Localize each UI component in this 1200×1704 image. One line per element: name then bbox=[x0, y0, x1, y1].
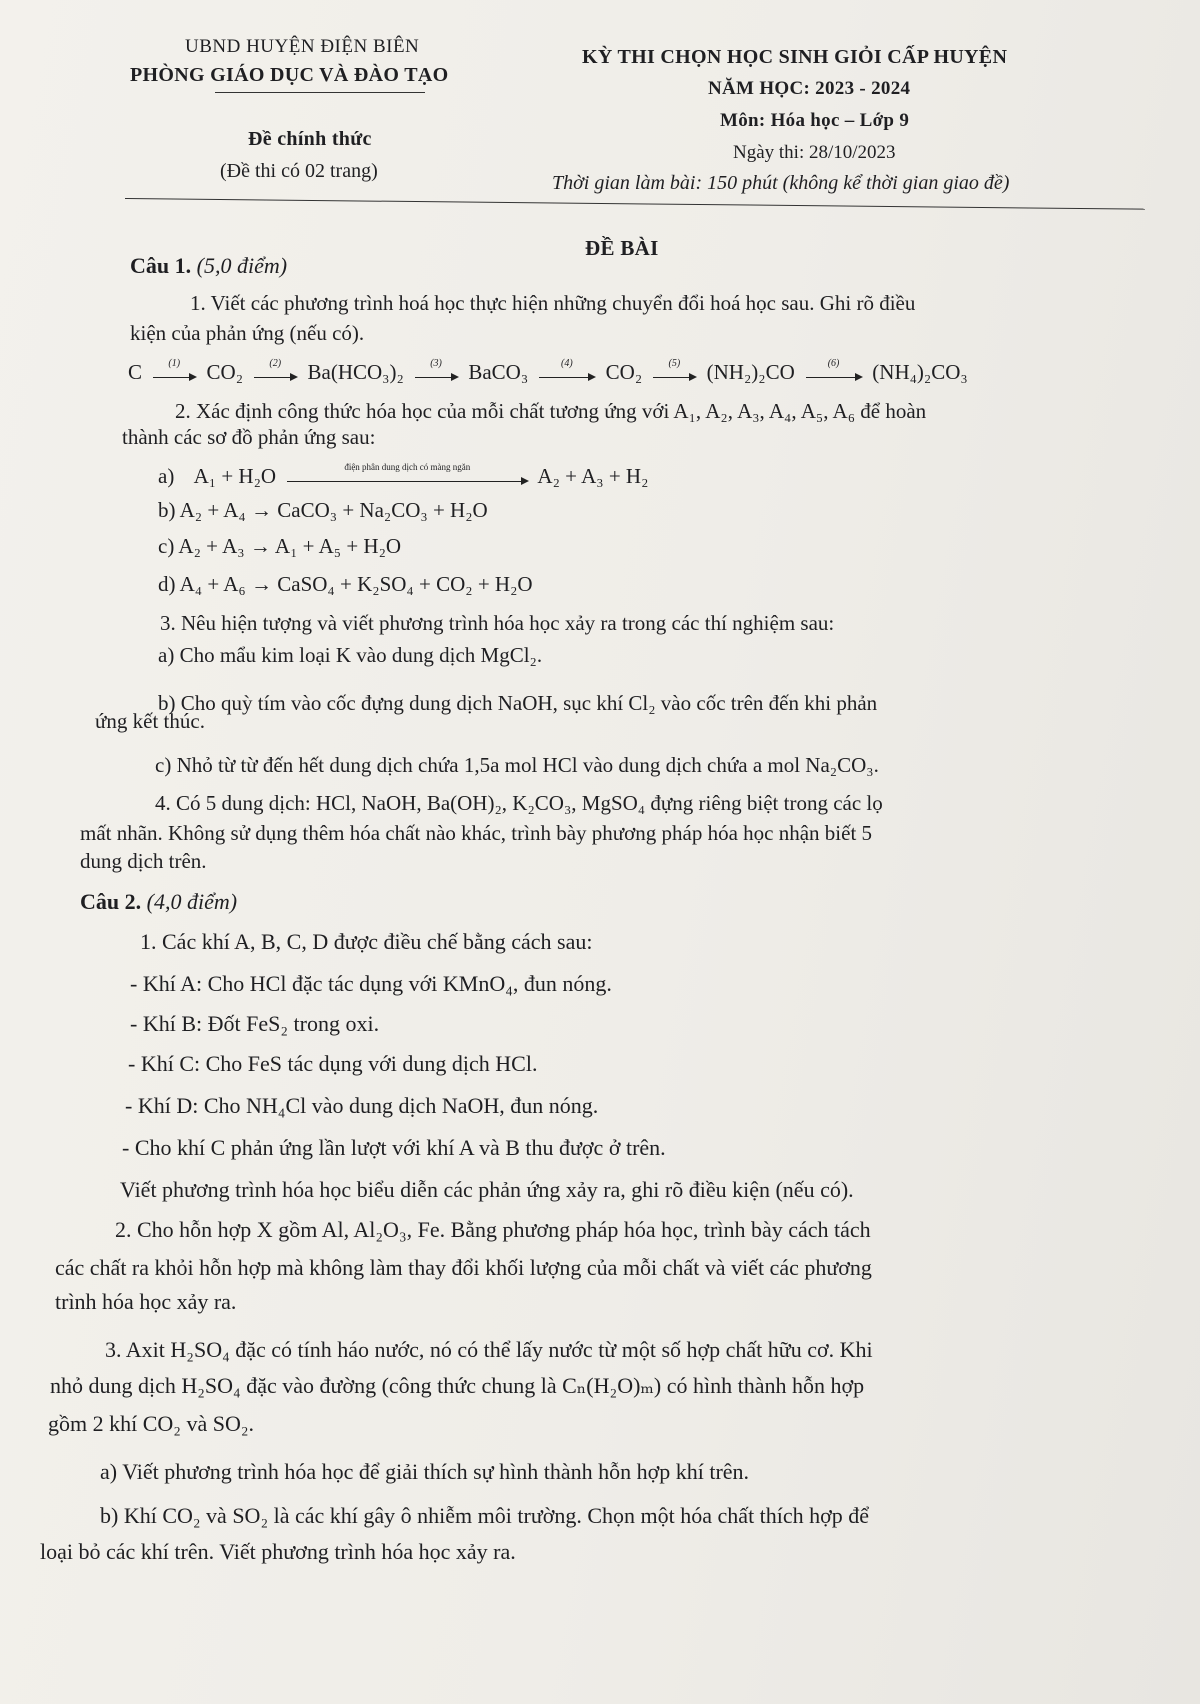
chain-arrow-6: (6) bbox=[806, 371, 861, 378]
q2-heading bbox=[80, 888, 237, 916]
reaction-a-right: A₂ + A₃ + H₂ bbox=[537, 464, 649, 488]
q1-part3-c: c) Nhỏ từ từ đến hết dung dịch chứa 1,5a mol HCl vào dung dịch chứa a mol Na₂CO₃. bbox=[155, 753, 879, 777]
q2-gas-c: - Khí C: Cho FeS tác dụng với dung dịch HCl. bbox=[128, 1051, 538, 1076]
chain-c2: Ba(HCO₃)₂ bbox=[307, 360, 404, 384]
school-year: NĂM HỌC: 2023 - 2024 bbox=[708, 78, 911, 99]
q2-part2-line2: các chất ra khỏi hỗn hợp mà không làm thay đổi khối lượng của mỗi chất và viết các phương bbox=[55, 1255, 872, 1280]
q1-part4-line2: mất nhãn. Không sử dụng thêm hóa chất nào khác, trình bày phương pháp hóa học nhận biết 5 bbox=[80, 821, 873, 845]
chain-c4: CO₂ bbox=[605, 360, 643, 384]
exam-duration: Thời gian làm bài: 150 phút (không kể thời gian giao đề) bbox=[552, 172, 1010, 194]
q2-part2-line3: trình hóa học xảy ra. bbox=[55, 1289, 237, 1314]
q1-part2-line1: 2. Xác định công thức hóa học của mỗi chất tương ứng với A₁, A₂, A₃, A₄, A₅, A₆ để hoàn bbox=[175, 399, 927, 423]
reaction-d: d) A₄ + A₆ → CaSO₄ + K₂SO₄ + CO₂ + H₂O bbox=[158, 572, 533, 596]
header-left-underline bbox=[215, 92, 425, 93]
q2-part3-b-line1: b) Khí CO₂ và SO₂ là các khí gây ô nhiễm môi trường. Chọn một hóa chất thích hợp để bbox=[100, 1503, 870, 1528]
q2-gas-d: - Khí D: Cho NH₄Cl vào dung dịch NaOH, đun nóng. bbox=[125, 1093, 599, 1118]
q2-gas-e: - Cho khí C phản ứng lần lượt với khí A và B thu được ở trên. bbox=[122, 1135, 666, 1160]
q1-part2-line2: thành các sơ đồ phản ứng sau: bbox=[122, 425, 376, 449]
q1-part4-line3: dung dịch trên. bbox=[80, 849, 207, 873]
q1-heading bbox=[130, 252, 287, 280]
q2-part1-end: Viết phương trình hóa học biểu diễn các phản ứng xảy ra, ghi rõ điều kiện (nếu có). bbox=[120, 1177, 854, 1202]
exam-title: KỲ THI CHỌN HỌC SINH GIỎI CẤP HUYỆN bbox=[582, 46, 1008, 68]
q2-part3-a: a) Viết phương trình hóa học để giải thích sự hình thành hỗn hợp khí trên. bbox=[100, 1459, 750, 1484]
q1-part1-line2: kiện của phản ứng (nếu có). bbox=[130, 321, 365, 345]
chain-c6: (NH₄)₂CO₃ bbox=[872, 360, 968, 384]
header-divider bbox=[125, 198, 1145, 210]
chain-c0: C bbox=[128, 360, 143, 384]
header-left-line1: UBND HUYỆN ĐIỆN BIÊN bbox=[185, 36, 420, 57]
q1-part4-line1: 4. Có 5 dung dịch: HCl, NaOH, Ba(OH)₂, K₂CO₃, MgSO₄ đựng riêng biệt trong các lọ bbox=[155, 791, 883, 815]
chain-arrow-2: (2) bbox=[254, 371, 296, 378]
reaction-a-label: a) bbox=[158, 464, 175, 488]
chain-arrow-5: (5) bbox=[653, 371, 695, 378]
chain-c1: CO₂ bbox=[206, 360, 244, 384]
q2-part3-b-line2: loại bỏ các khí trên. Viết phương trình hóa học xảy ra. bbox=[40, 1539, 516, 1564]
chain-c3: BaCO₃ bbox=[468, 360, 529, 384]
q1-part3: 3. Nêu hiện tượng và viết phương trình hóa học xảy ra trong các thí nghiệm sau: bbox=[160, 611, 835, 635]
q2-part2-line1: 2. Cho hỗn hợp X gồm Al, Al₂O₃, Fe. Bằng phương pháp hóa học, trình bày cách tách bbox=[115, 1217, 871, 1242]
official-label: Đề chính thức bbox=[248, 128, 372, 150]
q1-label: Câu 1. bbox=[130, 253, 192, 278]
header-left-line2: PHÒNG GIÁO DỤC VÀ ĐÀO TẠO bbox=[130, 64, 449, 86]
q1-points: (5,0 điểm) bbox=[196, 253, 288, 278]
exam-date: Ngày thi: 28/10/2023 bbox=[733, 142, 896, 163]
q1-part3-a: a) Cho mẩu kim loại K vào dung dịch MgCl₂. bbox=[158, 643, 543, 667]
reaction-chain bbox=[128, 357, 968, 385]
reaction-a-left: A₁ + H₂O bbox=[193, 464, 277, 488]
reaction-a bbox=[158, 461, 649, 489]
chain-c5: (NH₂)₂CO bbox=[706, 360, 795, 384]
reaction-b: b) A₂ + A₄ → CaCO₃ + Na₂CO₃ + H₂O bbox=[158, 498, 488, 522]
q2-gas-b: - Khí B: Đốt FeS₂ trong oxi. bbox=[130, 1011, 380, 1036]
subject: Môn: Hóa học – Lớp 9 bbox=[720, 110, 910, 131]
q1-part3-b-line2: ứng kết thúc. bbox=[95, 709, 205, 733]
q2-points: (4,0 điểm) bbox=[146, 889, 238, 914]
q2-gas-a: - Khí A: Cho HCl đặc tác dụng với KMnO₄, đun nóng. bbox=[130, 971, 612, 996]
q2-part3-line3: gồm 2 khí CO₂ và SO₂. bbox=[48, 1411, 255, 1436]
reaction-c: c) A₂ + A₃ → A₁ + A₅ + H₂O bbox=[158, 534, 402, 558]
chain-arrow-3: (3) bbox=[415, 371, 457, 378]
page-count: (Đề thi có 02 trang) bbox=[220, 160, 378, 182]
q2-part3-line2: nhỏ dung dịch H₂SO₄ đặc vào đường (công thức chung là Cₙ(H₂O)ₘ) có hình thành hỗn hợp bbox=[50, 1373, 865, 1398]
reaction-a-arrow: điện phân dung dịch có màng ngăn bbox=[287, 475, 527, 482]
q2-part3-line1: 3. Axit H₂SO₄ đặc có tính háo nước, nó có thể lấy nước từ một số hợp chất hữu cơ. Khi bbox=[105, 1337, 873, 1362]
q1-part3-b-line1: b) Cho quỳ tím vào cốc đựng dung dịch NaOH, sục khí Cl₂ vào cốc trên đến khi phản bbox=[158, 691, 878, 715]
chain-arrow-1: (1) bbox=[153, 371, 195, 378]
chain-arrow-4: (4) bbox=[539, 371, 594, 378]
q2-label: Câu 2. bbox=[80, 889, 142, 914]
section-title: ĐỀ BÀI bbox=[585, 236, 659, 260]
q2-part1: 1. Các khí A, B, C, D được điều chế bằng cách sau: bbox=[140, 929, 593, 954]
q1-part1-line1: 1. Viết các phương trình hoá học thực hiện những chuyển đổi hoá học sau. Ghi rõ điều bbox=[190, 291, 916, 315]
